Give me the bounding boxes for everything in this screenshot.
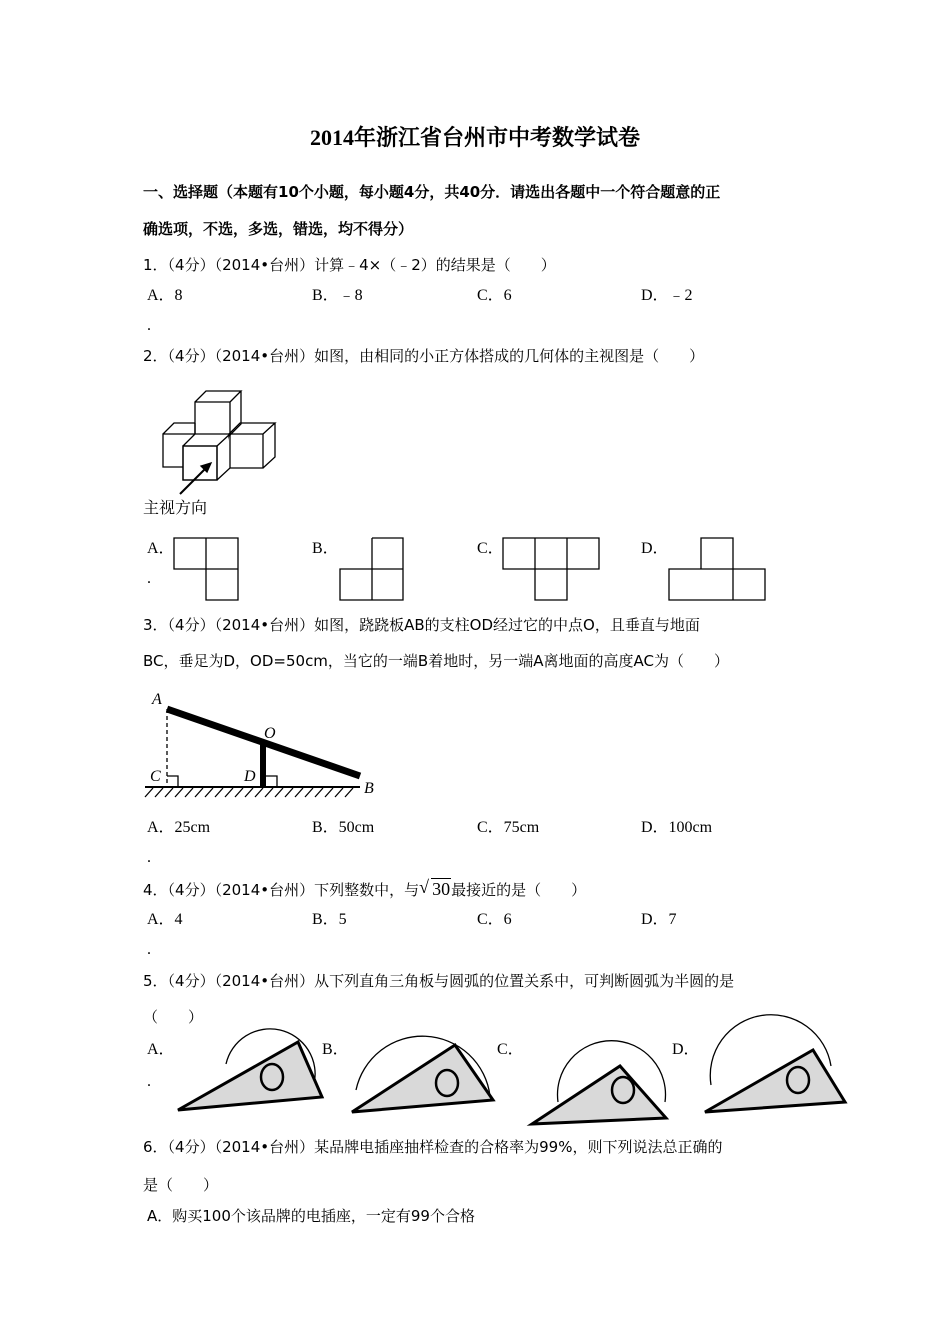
q5-stem: 5．（4分）（2014•台州）从下列直角三角板与圆弧的位置关系中，可判断圆弧为半圆的是 <box>143 972 735 990</box>
point-d-label: D <box>244 768 256 785</box>
q1-option-d: D．﹣2 <box>641 287 693 304</box>
q3-option-b: B．50cm <box>312 819 375 836</box>
option-a-view <box>174 538 238 600</box>
radical-sign: √ <box>419 877 430 897</box>
radicand: 30 <box>432 879 451 899</box>
point-o-label: O <box>264 725 276 742</box>
q3-option-d: D．100cm <box>641 819 713 836</box>
point-a-label: A <box>152 691 162 708</box>
q4-option-c: C．6 <box>477 911 512 928</box>
option-b-triangle <box>352 1036 493 1112</box>
q1-option-c: C．6 <box>477 287 512 304</box>
q1-stem: 1．（4分）（2014•台州）计算﹣4×（﹣2）的结果是（ ） <box>143 256 556 274</box>
option-d-triangle <box>705 1015 845 1112</box>
section-heading: 一、选择题（本题有10个小题，每小题4分，共40分．请选出各题中一个符合题意的正 <box>143 183 721 201</box>
q1-option-b: B．﹣8 <box>312 287 363 304</box>
option-c-triangle <box>532 1041 666 1124</box>
option-d-view <box>669 538 765 600</box>
q3-stem: 3．（4分）（2014•台州）如图，跷跷板AB的支柱OD经过它的中点O，且垂直与地面 <box>143 616 700 634</box>
q6-option-a: A．购买100个该品牌的电插座，一定有99个合格 <box>147 1207 475 1225</box>
q2-option-c: C． <box>477 540 504 557</box>
q2-stem: 2．（4分）（2014•台州）如图，由相同的小正方体搭成的几何体的主视图是（ ） <box>143 347 705 365</box>
option-a-triangle <box>178 1029 322 1110</box>
q4-stem-post: 最接近的是（ ） <box>451 881 587 899</box>
q2-option-a: A． <box>147 540 175 557</box>
cube-solid-figure <box>163 391 275 494</box>
option-c-view <box>503 538 599 600</box>
page-title: 2014年浙江省台州市中考数学试卷 <box>309 125 640 150</box>
dot: . <box>147 1073 151 1090</box>
point-c-label: C <box>150 768 161 785</box>
dot: . <box>147 849 151 866</box>
seesaw-figure <box>145 709 360 797</box>
q5-option-b: B． <box>322 1041 349 1058</box>
option-b-view <box>340 538 403 600</box>
q3-option-a: A．25cm <box>147 819 211 836</box>
q4-stem-pre: 4．（4分）（2014•台州）下列整数中，与 <box>143 881 420 899</box>
q6-stem: 6．（4分）（2014•台州）某品牌电插座抽样检查的合格率为99%，则下列说法总正确的 <box>143 1138 723 1156</box>
q3-stem-cont: BC，垂足为D，OD=50cm，当它的一端B着地时，另一端A离地面的高度AC为（ ） <box>143 652 729 670</box>
q3-option-c: C．75cm <box>477 819 540 836</box>
q2-option-d: D． <box>641 540 669 557</box>
point-b-label: B <box>364 780 374 797</box>
dot: . <box>147 317 151 334</box>
q2-option-b: B． <box>312 540 339 557</box>
q4-option-a: A．4 <box>147 911 183 928</box>
q5-stem-cont: （ ） <box>143 1008 204 1026</box>
q2-figure-label: 主视方向 <box>143 498 208 517</box>
q5-option-c: C． <box>497 1041 524 1058</box>
section-heading-cont: 确选项，不选，多选，错选，均不得分） <box>143 220 414 238</box>
q5-option-d: D． <box>672 1041 700 1058</box>
q6-stem-cont: 是（ ） <box>143 1176 219 1194</box>
dot: . <box>147 941 151 958</box>
q1-option-a: A．8 <box>147 287 183 304</box>
dot: . <box>147 570 151 587</box>
q5-option-a: A． <box>147 1041 175 1058</box>
q4-option-b: B．5 <box>312 911 347 928</box>
q4-option-d: D．7 <box>641 911 677 928</box>
